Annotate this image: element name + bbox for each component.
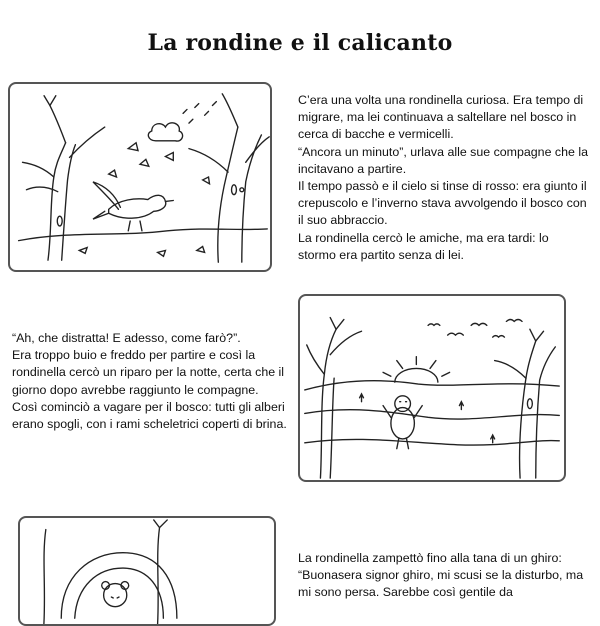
story-text: La rondinella cercò le amiche, ma era tardi: lo stormo era partito senza di lei. (298, 230, 549, 262)
story-paragraph-2 (12, 330, 288, 433)
story-text: “Ah, che distratta! E adesso, come farò?”. (12, 331, 241, 345)
story-paragraph-3 (298, 550, 588, 602)
story-text: Il tempo passò e il cielo si tinse di rosso: era giunto il crepuscolo e l’inverno stava avvolgendo il bosco con il suo abbraccio. (298, 179, 587, 228)
dormouse-den-drawing (20, 518, 274, 624)
illustration-dormouse-den (18, 516, 276, 626)
story-text: “Buonasera signor ghiro, mi scusi se la disturbo, ma mi sono persa. Sarebbe così gentile da (298, 568, 584, 600)
page-title: La rondine e il calicanto (147, 30, 453, 56)
illustration-winter-sunset (298, 294, 566, 482)
story-paragraph-1 (298, 92, 588, 264)
illustration-autumn-forest (8, 82, 272, 272)
autumn-forest-drawing (10, 84, 270, 270)
story-text: La rondinella zampettò fino alla tana di un ghiro: (298, 551, 562, 565)
story-text: Così cominciò a vagare per il bosco: tutti gli alberi erano spogli, con i rami scheletrici coperti di brina. (12, 399, 287, 432)
story-text: Era troppo buio e freddo per partire e così la rondinella cercò un riparo per la notte, certa che il giorno dopo avrebbe raggiunto le compagne. (12, 348, 285, 397)
story-text: “Ancora un minuto”, urlava alle sue compagne che la incitavano a partire. (298, 144, 588, 176)
story-text: C’era una volta una rondinella curiosa. Era tempo di migrare, ma lei continuava a saltellare nel bosco in cerca di bacche e vermicelli. (298, 93, 584, 142)
winter-sunset-drawing (300, 296, 564, 480)
